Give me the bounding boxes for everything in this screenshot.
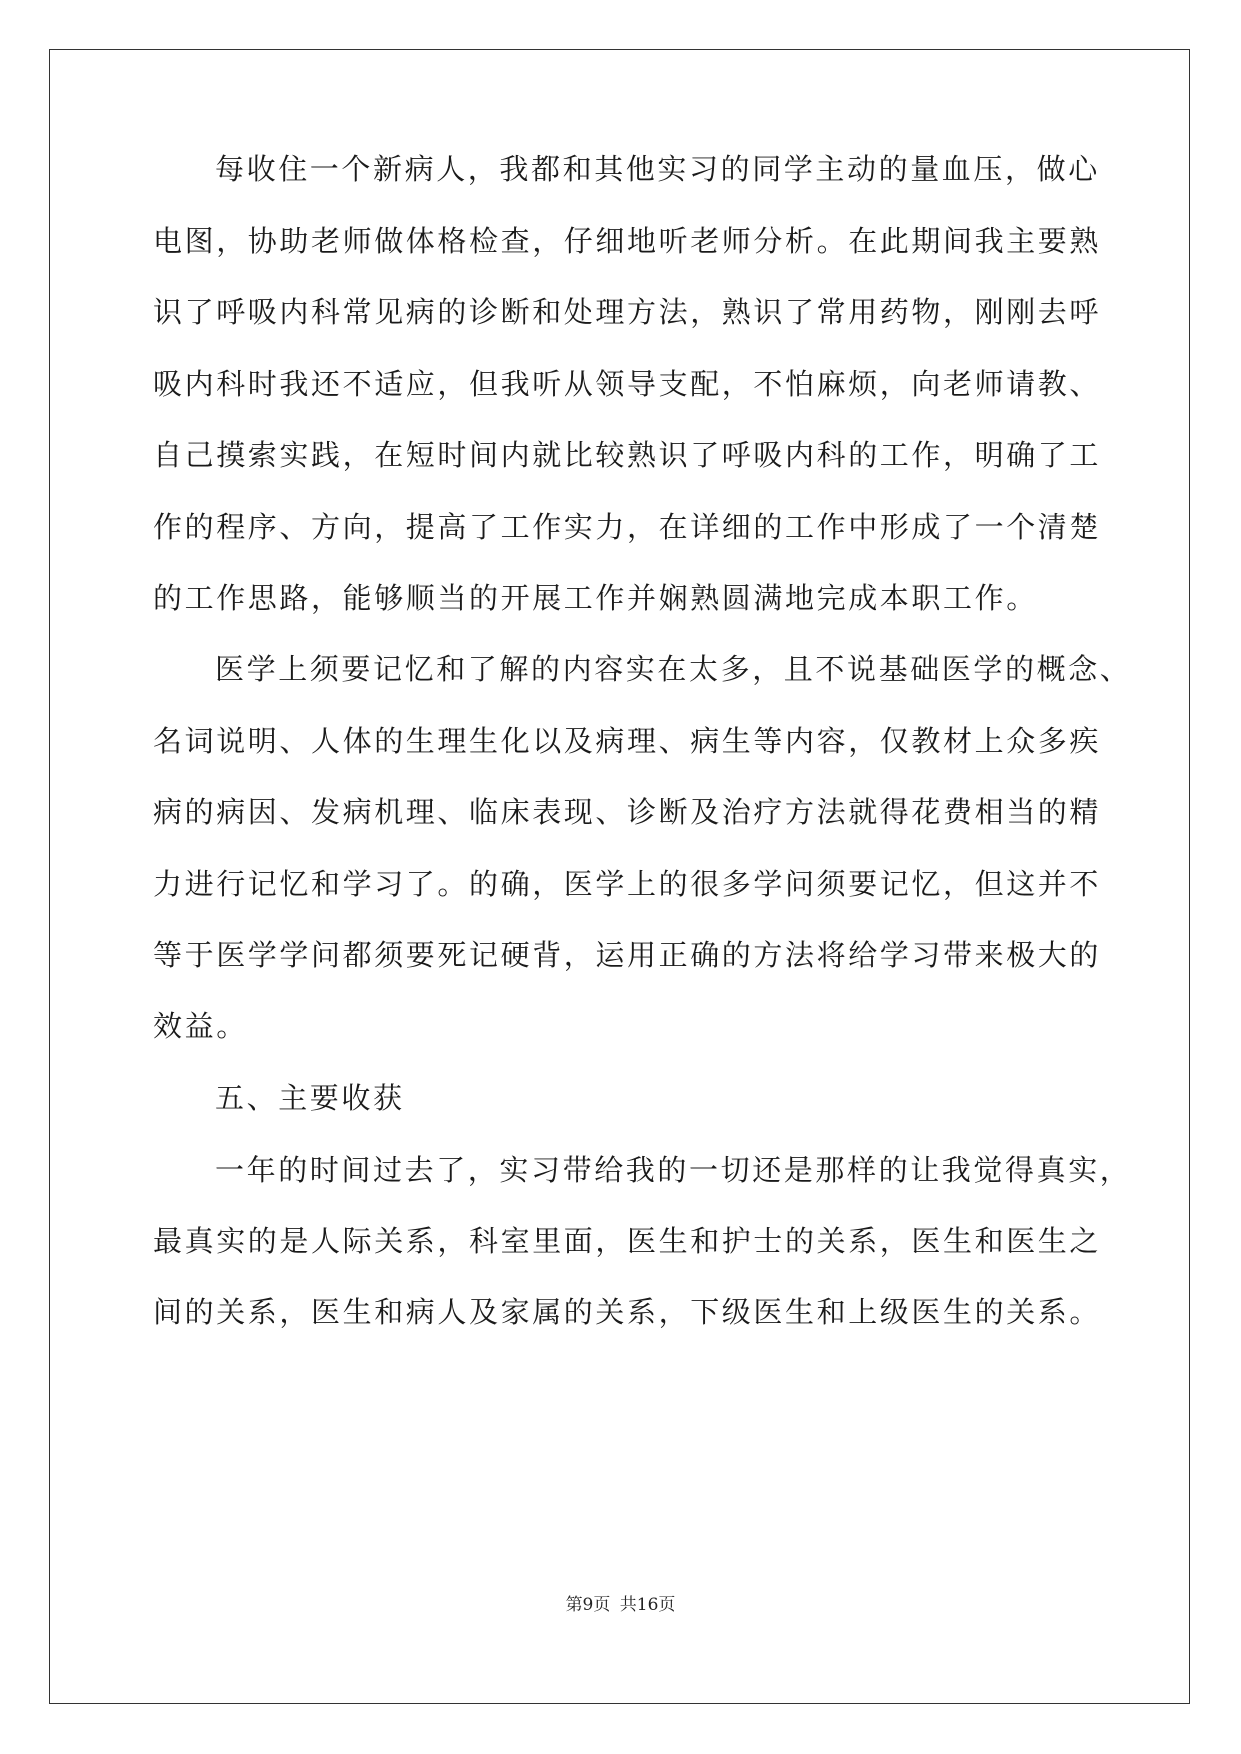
text-line: 一年的时间过去了，实习带给我的一切还是那样的让我觉得真实， [215, 1153, 1132, 1187]
text-line: 名词说明、人体的生理生化以及病理、病生等内容，仅教材上众多疾 [153, 724, 1102, 758]
text-line: 等于医学学问都须要死记硬背，运用正确的方法将给学习带来极大的 [153, 938, 1102, 972]
text-line: 作的程序、方向，提高了工作实力，在详细的工作中形成了一个清楚 [153, 510, 1102, 544]
page-number: 第9页 [565, 1595, 611, 1615]
text-line: 自己摸索实践，在短时间内就比较熟识了呼吸内科的工作，明确了工 [153, 438, 1102, 472]
text-line: 力进行记忆和学习了。的确，医学上的很多学问须要记忆，但这并不 [153, 867, 1102, 901]
text-line: 每收住一个新病人，我都和其他实习的同学主动的量血压，做心 [215, 152, 1100, 186]
text-line: 病的病因、发病机理、临床表现、诊断及治疗方法就得花费相当的精 [153, 795, 1102, 829]
total-pages: 共16页 [619, 1595, 676, 1615]
text-line: 识了呼吸内科常见病的诊断和处理方法，熟识了常用药物，刚刚去呼 [153, 295, 1102, 329]
page-footer [0, 1593, 1241, 1617]
text-line: 医学上须要记忆和了解的内容实在太多，且不说基础医学的概念、 [215, 652, 1132, 686]
text-line: 最真实的是人际关系，科室里面，医生和护士的关系，医生和医生之 [153, 1224, 1102, 1258]
text-line: 间的关系，医生和病人及家属的关系，下级医生和上级医生的关系。 [153, 1295, 1102, 1329]
text-line: 电图，协助老师做体格检查，仔细地听老师分析。在此期间我主要熟 [153, 224, 1102, 258]
text-line: 的工作思路，能够顺当的开展工作并娴熟圆满地完成本职工作。 [153, 581, 1038, 615]
text-line: 效益。 [153, 1009, 248, 1043]
text-line: 吸内科时我还不适应，但我听从领导支配，不怕麻烦，向老师请教、 [153, 367, 1102, 401]
section-heading: 五、主要收获 [215, 1081, 405, 1115]
